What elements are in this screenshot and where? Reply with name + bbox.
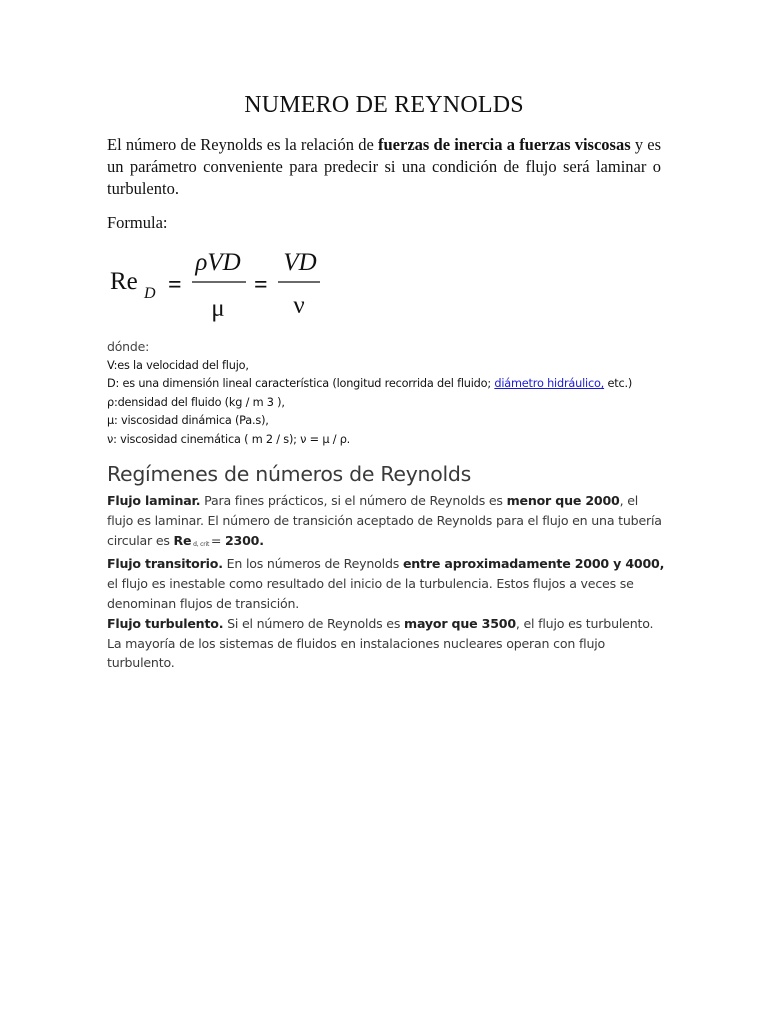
definition-rho: ρ:densidad del fluido (kg / m 3 ), bbox=[107, 395, 285, 409]
formula-equals-2: = bbox=[254, 272, 268, 298]
laminar-bold-1: menor que 2000 bbox=[506, 493, 620, 508]
formula-label: Formula: bbox=[107, 213, 168, 232]
definitions-heading: dónde: bbox=[107, 339, 150, 354]
laminar-text-3: = bbox=[210, 532, 225, 548]
laminar-text-1: Para fines prácticos, si el número de Reynolds es bbox=[200, 493, 507, 508]
definitions-list bbox=[107, 338, 667, 450]
intro-bold-viscosas: fuerzas viscosas bbox=[519, 135, 631, 154]
laminar-bold-2: 2300. bbox=[224, 532, 264, 548]
regime-turbulento bbox=[107, 614, 667, 673]
transitorio-text-2: el flujo es inestable como resultado del inicio de la turbulencia. Estos flujos a veces se denominan flujos de transición. bbox=[107, 576, 634, 611]
turbulento-label: Flujo turbulento. bbox=[107, 615, 224, 631]
intro-text-3: a bbox=[502, 135, 515, 154]
section-heading: Regímenes de números de Reynolds bbox=[107, 462, 471, 486]
definition-nu: ν: viscosidad cinemática ( m 2 / s); ν = μ / ρ. bbox=[107, 432, 351, 446]
regimes-section bbox=[107, 491, 667, 673]
formula-sub-d: D bbox=[144, 285, 156, 302]
regime-laminar bbox=[107, 491, 667, 554]
turbulento-bold: mayor que 3500 bbox=[404, 615, 516, 631]
formula-numerator-1: ρVD bbox=[195, 249, 241, 276]
formula-numerator-2: VD bbox=[283, 249, 317, 276]
formula-re: Re bbox=[110, 268, 138, 295]
turbulento-text-2: , el flujo es turbulento. La mayoría de los sistemas de fluidos en instalaciones nucleares operan con flujo turbulento. bbox=[107, 615, 654, 671]
hydraulic-diameter-link[interactable]: diámetro hidráulico, bbox=[494, 377, 605, 391]
laminar-subscript: d, crit bbox=[191, 540, 211, 548]
laminar-re: Re bbox=[173, 532, 192, 548]
definition-d bbox=[107, 375, 667, 394]
laminar-label: Flujo laminar. bbox=[107, 493, 201, 508]
formula-denominator-1: μ bbox=[211, 295, 225, 322]
formula-denominator-2: ν bbox=[293, 292, 305, 319]
definition-d-tail: etc.) bbox=[604, 377, 633, 391]
transitorio-label: Flujo transitorio. bbox=[107, 556, 223, 572]
intro-bold-inercia: fuerzas de inercia bbox=[378, 135, 503, 154]
reynolds-formula bbox=[106, 240, 346, 330]
transitorio-text-1: En los números de Reynolds bbox=[222, 556, 403, 572]
regime-transitorio bbox=[107, 554, 667, 613]
intro-text-1: El número de Reynolds bbox=[107, 135, 263, 154]
intro-text-4: y es un parámetro conveniente para predecir si una condición de flujo será laminar o turbulento. bbox=[107, 135, 662, 198]
laminar-text-2: , el flujo es laminar. El número de transición aceptado de Reynolds para el flujo en una tubería circular es bbox=[107, 493, 662, 548]
definition-mu: μ: viscosidad dinámica (Pa.s), bbox=[107, 414, 269, 428]
transitorio-bold: entre aproximadamente 2000 y 4000, bbox=[402, 556, 665, 572]
page-title: NUMERO DE REYNOLDS bbox=[244, 92, 524, 118]
definition-d-text: D: es una dimensión lineal característica (longitud recorrida del fluido; bbox=[107, 377, 495, 391]
turbulento-text-1: Si el número de Reynolds es bbox=[223, 615, 405, 631]
formula-equals-1: = bbox=[168, 272, 182, 298]
intro-text-2: es la relación de bbox=[262, 135, 374, 154]
formula-graphic bbox=[106, 240, 346, 330]
intro-paragraph bbox=[107, 134, 661, 200]
definition-v: V:es la velocidad del flujo, bbox=[107, 358, 249, 372]
